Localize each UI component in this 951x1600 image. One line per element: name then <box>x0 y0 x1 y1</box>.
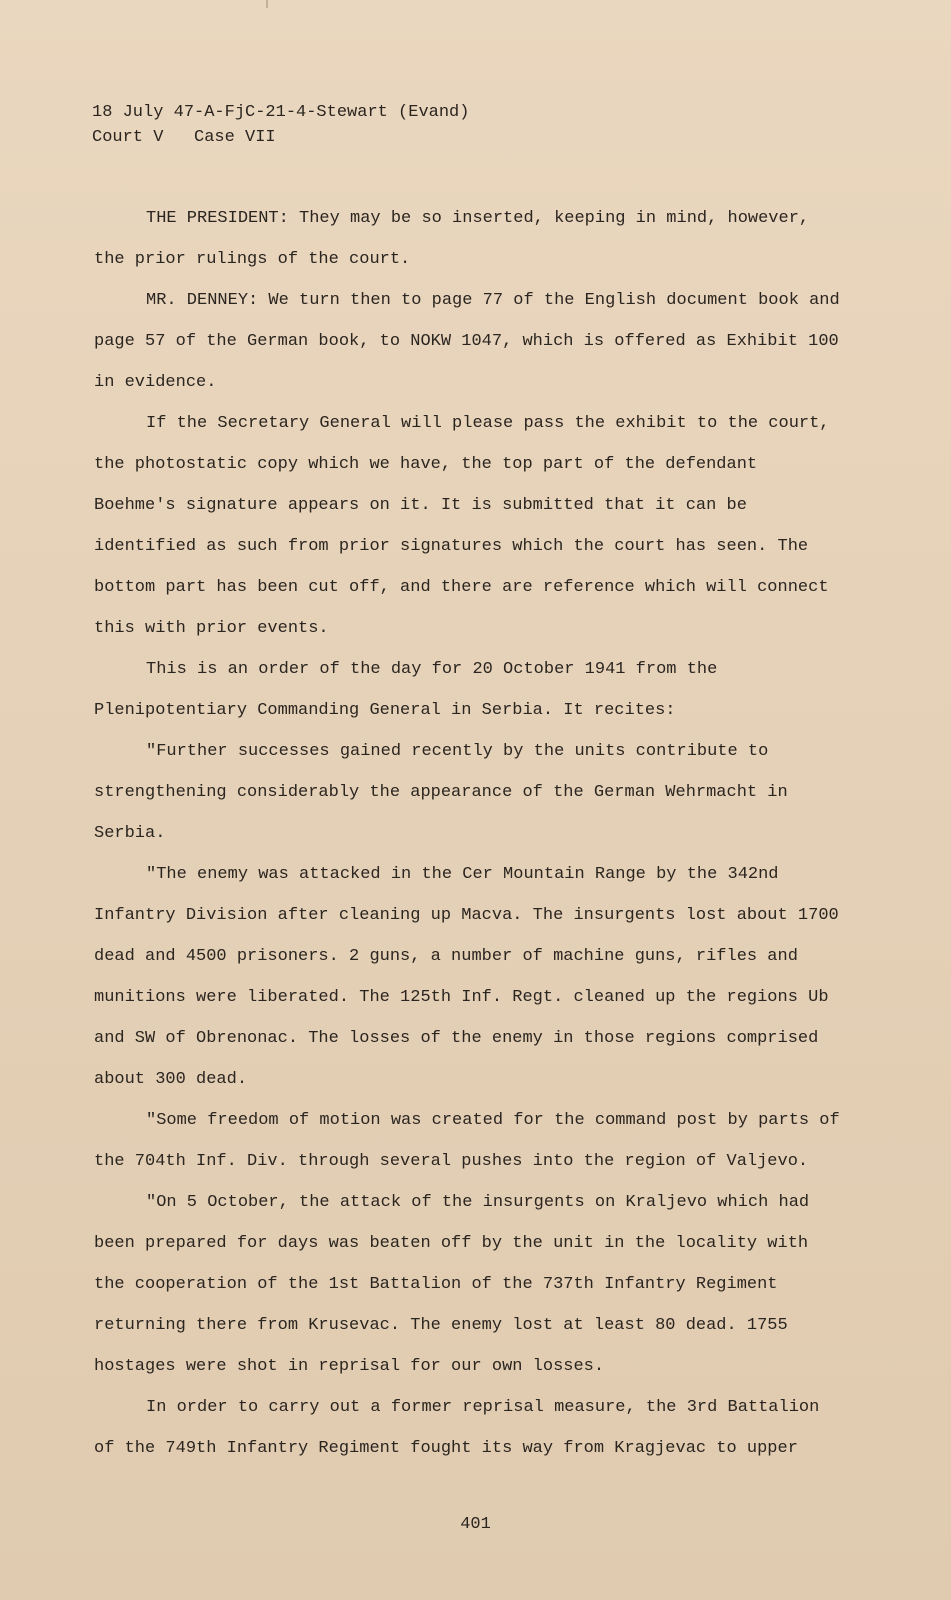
page-number: 401 <box>460 1515 491 1534</box>
binding-mark <box>266 0 268 8</box>
paragraph: "Some freedom of motion was created for the command post by parts of the 704th Inf. Div. through several pushes into the region of Valjevo. <box>94 1111 840 1171</box>
paragraph: "Further successes gained recently by the units contribute to strengthening considerably the appearance of the German Wehrmacht in Serbia. <box>94 742 788 843</box>
document-header <box>92 100 469 150</box>
paragraph: "The enemy was attacked in the Cer Mountain Range by the 342nd Infantry Division after cleaning up Macva. The insurgents lost about 1700 dead and 4500 prisoners. 2 guns, a number of machine guns, rifles and munitions were liberated. The 125th Inf. Regt. cleaned up the regions Ub and SW of Obrenonac. The losses of the enemy in those regions comprised about 300 dead. <box>94 865 839 1089</box>
paragraph: In order to carry out a former reprisal measure, the 3rd Battalion of the 749th Infantry Regiment fought its way from Kragjevac to upper <box>94 1398 820 1458</box>
paragraph: This is an order of the day for 20 October 1941 from the Plenipotentiary Commanding General in Serbia. It recites: <box>94 660 718 720</box>
paragraph: MR. DENNEY: We turn then to page 77 of the English document book and page 57 of the German book, to NOKW 1047, which is offered as Exhibit 100 in evidence. <box>94 291 840 392</box>
paragraph: "On 5 October, the attack of the insurgents on Kraljevo which had been prepared for days was beaten off by the unit in the locality with the cooperation of the 1st Battalion of the 737th Infantry Regiment returning there from Krusevac. The enemy lost at least 80 dead. 1755 hostages were shot in reprisal for our own losses. <box>94 1193 810 1376</box>
paragraph: If the Secretary General will please pass the exhibit to the court, the photostatic copy which we have, the top part of the defendant Boehme's signature appears on it. It is submitted that it can be identified as such from prior signatures which the court has seen. The bottom part has been cut off, and there are reference which will connect this with prior events. <box>94 414 830 638</box>
paragraph: THE PRESIDENT: They may be so inserted, keeping in mind, however, the prior rulings of the court. <box>94 209 810 269</box>
transcript-body <box>94 198 844 1469</box>
header-reference-line: 18 July 47-A-FjC-21-4-Stewart (Evand) <box>92 103 470 122</box>
header-court-case-line: Court V Case VII <box>92 128 276 147</box>
